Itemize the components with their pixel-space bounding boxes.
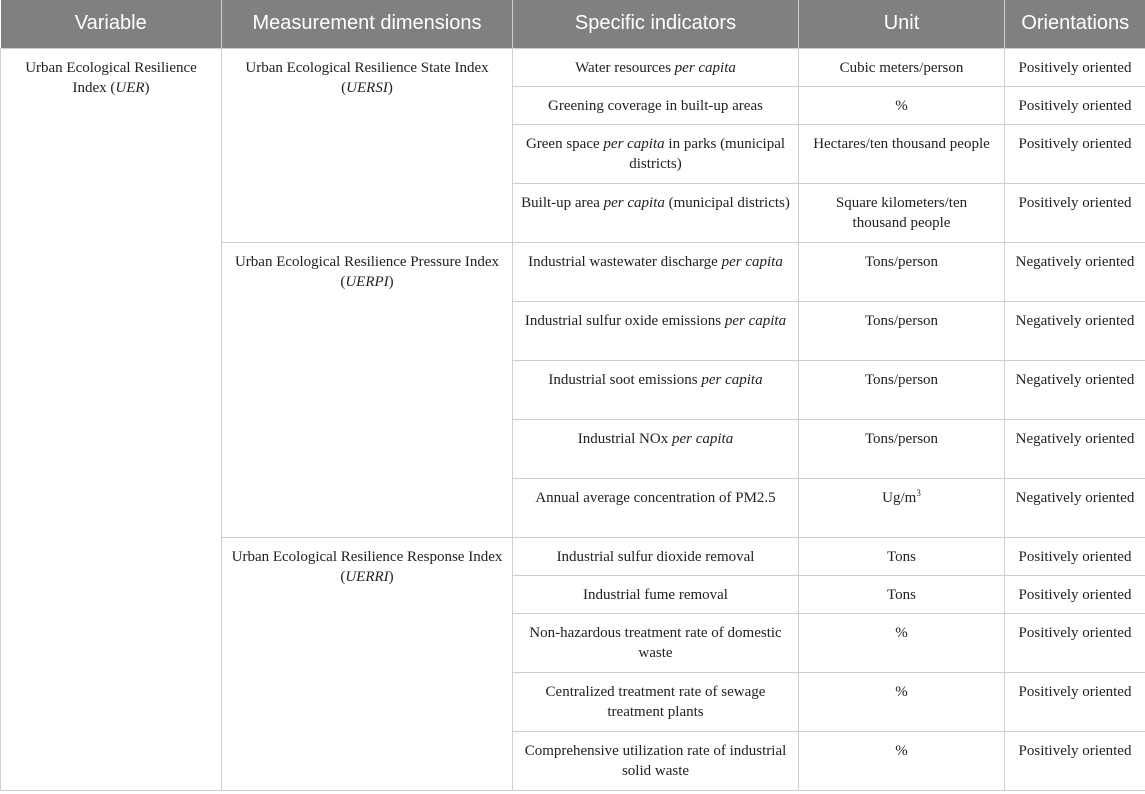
- unit-cell: Tons/person: [799, 301, 1005, 360]
- dimension-abbr: UERPI: [345, 273, 389, 290]
- unit-cell: Tons/person: [799, 360, 1005, 419]
- indicator-cell: [513, 183, 799, 242]
- header-measurement-dimensions: Measurement dimensions: [222, 0, 513, 48]
- indicator-italic: per capita: [603, 194, 665, 211]
- indicator-italic: per capita: [724, 312, 787, 329]
- indicator-italic: per capita: [671, 430, 734, 447]
- indicator-cell: [513, 124, 799, 183]
- unit-cell: Square kilometers/ten thousand people: [799, 183, 1005, 242]
- header-unit: Unit: [799, 0, 1005, 48]
- indicator-italic: per capita: [674, 59, 736, 76]
- indicator-cell: [513, 360, 799, 419]
- unit-superscript: 3: [916, 487, 921, 498]
- orientation-cell: Positively oriented: [1005, 86, 1145, 124]
- indicator-text-post: (municipal districts): [664, 194, 790, 211]
- unit-cell: %: [799, 86, 1005, 124]
- orientation-cell: Positively oriented: [1005, 537, 1145, 575]
- dimension-name: Urban Ecological Resilience Pressure Index (: [234, 253, 500, 290]
- orientation-cell: Positively oriented: [1005, 124, 1145, 183]
- unit-cell: Tons/person: [799, 242, 1005, 301]
- indicator-cell: [513, 575, 799, 613]
- indicator-text-post: in parks (municipal districts): [629, 135, 786, 172]
- unit-cell: %: [799, 672, 1005, 731]
- indicator-text: Industrial sulfur dioxide removal: [556, 548, 755, 565]
- unit-cell: Cubic meters/person: [799, 48, 1005, 86]
- dimension-cell-pressure: [222, 242, 513, 537]
- indicator-text: Industrial fume removal: [583, 586, 728, 603]
- header-row: [1, 0, 1145, 48]
- variable-name: Urban Ecological Resilience Index (: [25, 59, 197, 96]
- orientation-cell: Positively oriented: [1005, 575, 1145, 613]
- indicator-italic: per capita: [603, 135, 665, 152]
- indicator-text: Green space: [525, 135, 604, 152]
- indicator-text: Annual average concentration of PM2.5: [535, 489, 776, 506]
- indicator-text: Comprehensive utilization rate of industrial solid waste: [524, 742, 787, 779]
- indicator-italic: per capita: [701, 371, 763, 388]
- unit-cell: %: [799, 731, 1005, 790]
- unit-cell: Tons/person: [799, 419, 1005, 478]
- indicator-text: Water resources: [575, 59, 675, 76]
- indicator-italic: per capita: [721, 253, 783, 270]
- header-orientations: Orientations: [1005, 0, 1145, 48]
- indicator-text: Built-up area: [521, 194, 604, 211]
- indicator-cell: [513, 419, 799, 478]
- unit-cell: Tons: [799, 537, 1005, 575]
- unit-cell: [799, 478, 1005, 537]
- orientation-cell: Positively oriented: [1005, 183, 1145, 242]
- indicator-text: Non-hazardous treatment rate of domestic waste: [529, 624, 782, 661]
- indicator-text: Industrial sulfur oxide emissions: [524, 312, 725, 329]
- orientation-cell: Negatively oriented: [1005, 242, 1145, 301]
- dimension-close: ): [388, 568, 394, 585]
- variable-close: ): [144, 79, 150, 96]
- indicator-cell: [513, 86, 799, 124]
- dimension-abbr: UERSI: [346, 79, 388, 96]
- orientation-cell: Positively oriented: [1005, 731, 1145, 790]
- indicator-cell: [513, 478, 799, 537]
- indicator-cell: [513, 537, 799, 575]
- unit-cell: Hectares/ten thousand people: [799, 124, 1005, 183]
- indicator-cell: [513, 301, 799, 360]
- dimension-close: ): [388, 273, 394, 290]
- unit-text: Ug/m: [882, 489, 917, 506]
- indicator-text: Industrial soot emissions: [548, 371, 702, 388]
- indicator-text: Industrial NOx: [577, 430, 672, 447]
- unit-cell: Tons: [799, 575, 1005, 613]
- orientation-cell: Positively oriented: [1005, 613, 1145, 672]
- dimension-name: Urban Ecological Resilience State Index (: [245, 59, 489, 96]
- dimension-close: ): [387, 79, 393, 96]
- orientation-cell: Negatively oriented: [1005, 360, 1145, 419]
- orientation-cell: Negatively oriented: [1005, 419, 1145, 478]
- indicator-cell: [513, 672, 799, 731]
- dimension-abbr: UERRI: [345, 568, 389, 585]
- header-variable: Variable: [1, 0, 222, 48]
- indicator-cell: [513, 731, 799, 790]
- orientation-cell: Positively oriented: [1005, 672, 1145, 731]
- dimension-cell-state: [222, 48, 513, 242]
- indicator-cell: [513, 242, 799, 301]
- variable-cell: [1, 48, 222, 790]
- orientation-cell: Negatively oriented: [1005, 301, 1145, 360]
- indicator-text: Centralized treatment rate of sewage treatment plants: [545, 683, 766, 720]
- table-row: [1, 48, 1145, 86]
- unit-cell: %: [799, 613, 1005, 672]
- indicator-cell: [513, 613, 799, 672]
- variable-abbr: UER: [115, 79, 145, 96]
- orientation-cell: Negatively oriented: [1005, 478, 1145, 537]
- indicator-cell: [513, 48, 799, 86]
- dimension-cell-response: [222, 537, 513, 790]
- indicator-text: Industrial wastewater discharge: [528, 253, 722, 270]
- dimension-name: Urban Ecological Resilience Response Index (: [231, 548, 503, 585]
- header-specific-indicators: Specific indicators: [513, 0, 799, 48]
- orientation-cell: Positively oriented: [1005, 48, 1145, 86]
- indicator-text: Greening coverage in built-up areas: [548, 97, 763, 114]
